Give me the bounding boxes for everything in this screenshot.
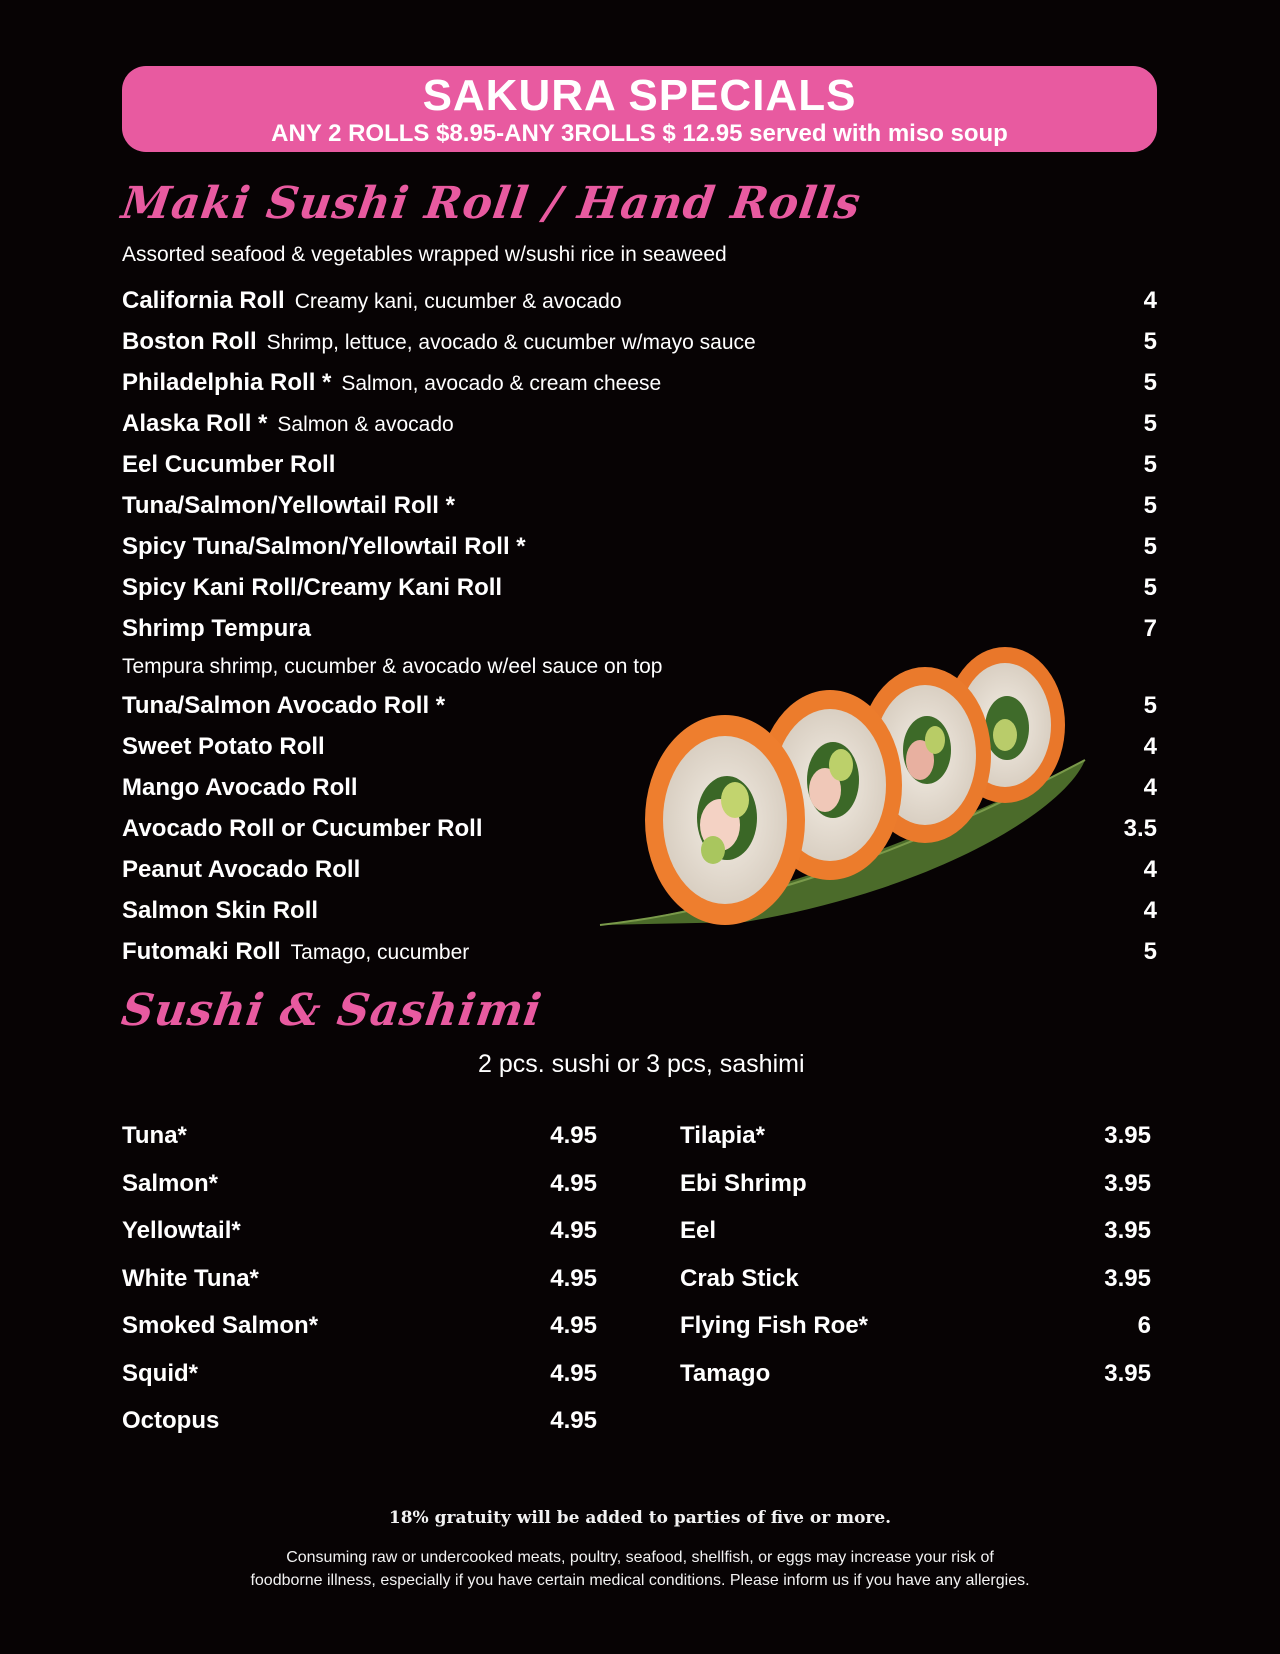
item-name: Tilapia* — [680, 1122, 765, 1149]
item-description: Salmon & avocado — [277, 413, 454, 436]
list-item — [122, 1350, 597, 1398]
item-price: 3.95 — [1104, 1122, 1151, 1149]
item-name: Salmon* — [122, 1169, 219, 1197]
item-name: Philadelphia Roll * — [122, 369, 332, 396]
item-name: Tamago — [680, 1359, 771, 1387]
item-name: Alaska Roll * — [122, 410, 268, 437]
sashimi-list-left — [122, 1112, 597, 1445]
banner-title: SAKURA SPECIALS — [422, 71, 857, 120]
item-description: Creamy kani, cucumber & avocado — [294, 290, 622, 313]
item-price: 5 — [1143, 938, 1157, 965]
item-price: 6 — [1137, 1312, 1151, 1339]
item-price: 4.95 — [550, 1264, 597, 1292]
item-description: Tamago, cucumber — [290, 941, 470, 964]
item-price: 5 — [1143, 451, 1157, 478]
item-name: White Tuna* — [122, 1264, 259, 1292]
item-name: Smoked Salmon* — [122, 1312, 319, 1339]
list-item — [122, 526, 1157, 567]
list-item — [122, 1302, 597, 1350]
item-price: 7 — [1143, 615, 1157, 642]
sushi-roll-image — [595, 640, 1095, 940]
sushi-piece — [645, 715, 805, 925]
item-name: Peanut Avocado Roll — [122, 856, 361, 883]
item-name: Tuna/Salmon/Yellowtail Roll * — [122, 492, 455, 519]
list-item — [680, 1207, 1151, 1255]
item-price: 5 — [1143, 533, 1157, 560]
item-name: Flying Fish Roe* — [680, 1312, 869, 1339]
item-price: 4.95 — [550, 1407, 597, 1434]
item-price: 3.5 — [1123, 815, 1157, 842]
sashimi-section-title: Sushi & Sashimi — [118, 985, 546, 1036]
specials-banner — [122, 66, 1157, 152]
item-name: Spicy Kani Roll/Creamy Kani Roll — [122, 574, 503, 601]
item-price: 4.95 — [550, 1312, 597, 1339]
item-name: Crab Stick — [680, 1264, 799, 1292]
list-item — [680, 1255, 1151, 1303]
banner-subtitle: ANY 2 ROLLS $8.95-ANY 3ROLLS $ 12.95 served with miso soup — [271, 120, 1008, 147]
list-item — [122, 567, 1157, 608]
item-name: Salmon Skin Roll — [122, 897, 319, 924]
shrimp-tempura-description: Tempura shrimp, cucumber & avocado w/eel sauce on top — [122, 655, 663, 678]
item-price: 5 — [1143, 328, 1157, 355]
item-name: Boston Roll — [122, 328, 257, 355]
item-price: 4.95 — [550, 1359, 597, 1387]
item-name: Spicy Tuna/Salmon/Yellowtail Roll * — [122, 533, 526, 560]
item-name: Yellowtail* — [122, 1217, 241, 1244]
item-name: Shrimp Tempura — [122, 615, 311, 642]
sashimi-list-right — [680, 1112, 1151, 1397]
item-name: Ebi Shrimp — [680, 1169, 807, 1197]
item-price: 3.95 — [1104, 1264, 1151, 1292]
item-name: Avocado Roll or Cucumber Roll — [122, 815, 483, 842]
list-item — [122, 1255, 597, 1303]
item-price: 5 — [1143, 492, 1157, 519]
item-price: 5 — [1143, 369, 1157, 396]
list-item — [680, 1302, 1151, 1350]
item-name: California Roll — [122, 287, 285, 314]
health-warning — [0, 1546, 1280, 1592]
item-price: 5 — [1143, 574, 1157, 601]
item-price: 4.95 — [550, 1217, 597, 1244]
item-name: Squid* — [122, 1359, 198, 1387]
list-item — [122, 1112, 597, 1160]
gratuity-notice: 18% gratuity will be added to parties of five or more. — [388, 1508, 892, 1528]
item-price: 3.95 — [1104, 1217, 1151, 1244]
item-price: 4.95 — [550, 1169, 597, 1197]
item-description: Salmon, avocado & cream cheese — [341, 372, 662, 395]
item-name: Futomaki Roll — [122, 938, 281, 965]
list-item — [122, 1160, 597, 1208]
list-item — [680, 1160, 1151, 1208]
maki-section-subtitle: Assorted seafood & vegetables wrapped w/sushi rice in seaweed — [122, 243, 727, 266]
item-price: 5 — [1143, 410, 1157, 437]
list-item — [122, 1397, 597, 1445]
item-description: Shrimp, lettuce, avocado & cucumber w/mayo sauce — [266, 331, 756, 354]
item-price: 4 — [1143, 774, 1157, 801]
list-item — [122, 403, 1157, 444]
item-name: Octopus — [122, 1407, 220, 1434]
list-item — [680, 1112, 1151, 1160]
maki-section-title: Maki Sushi Roll / Hand Rolls — [118, 178, 865, 229]
item-price: 3.95 — [1104, 1169, 1151, 1197]
item-name: Tuna/Salmon Avocado Roll * — [122, 692, 446, 719]
health-warning-line: Consuming raw or undercooked meats, poultry, seafood, shellfish, or eggs may increase your risk of — [286, 1549, 994, 1566]
list-item — [122, 321, 1157, 362]
item-price: 4 — [1143, 856, 1157, 883]
item-name: Eel Cucumber Roll — [122, 451, 336, 478]
health-warning-line: foodborne illness, especially if you have certain medical conditions. Please inform us if you have any allergies. — [250, 1572, 1030, 1589]
list-item — [122, 444, 1157, 485]
item-name: Tuna* — [122, 1122, 187, 1149]
item-name: Sweet Potato Roll — [122, 733, 325, 760]
item-price: 4 — [1143, 733, 1157, 760]
item-name: Mango Avocado Roll — [122, 774, 358, 801]
item-price: 5 — [1143, 692, 1157, 719]
item-price: 3.95 — [1104, 1359, 1151, 1387]
item-price: 4 — [1143, 897, 1157, 924]
list-item — [122, 485, 1157, 526]
list-item — [122, 280, 1157, 321]
list-item — [122, 362, 1157, 403]
sashimi-note: 2 pcs. sushi or 3 pcs, sashimi — [478, 1050, 805, 1078]
item-price: 4.95 — [550, 1122, 597, 1149]
item-price: 4 — [1143, 287, 1157, 314]
item-name: Eel — [680, 1217, 717, 1244]
list-item — [680, 1350, 1151, 1398]
list-item — [122, 1207, 597, 1255]
